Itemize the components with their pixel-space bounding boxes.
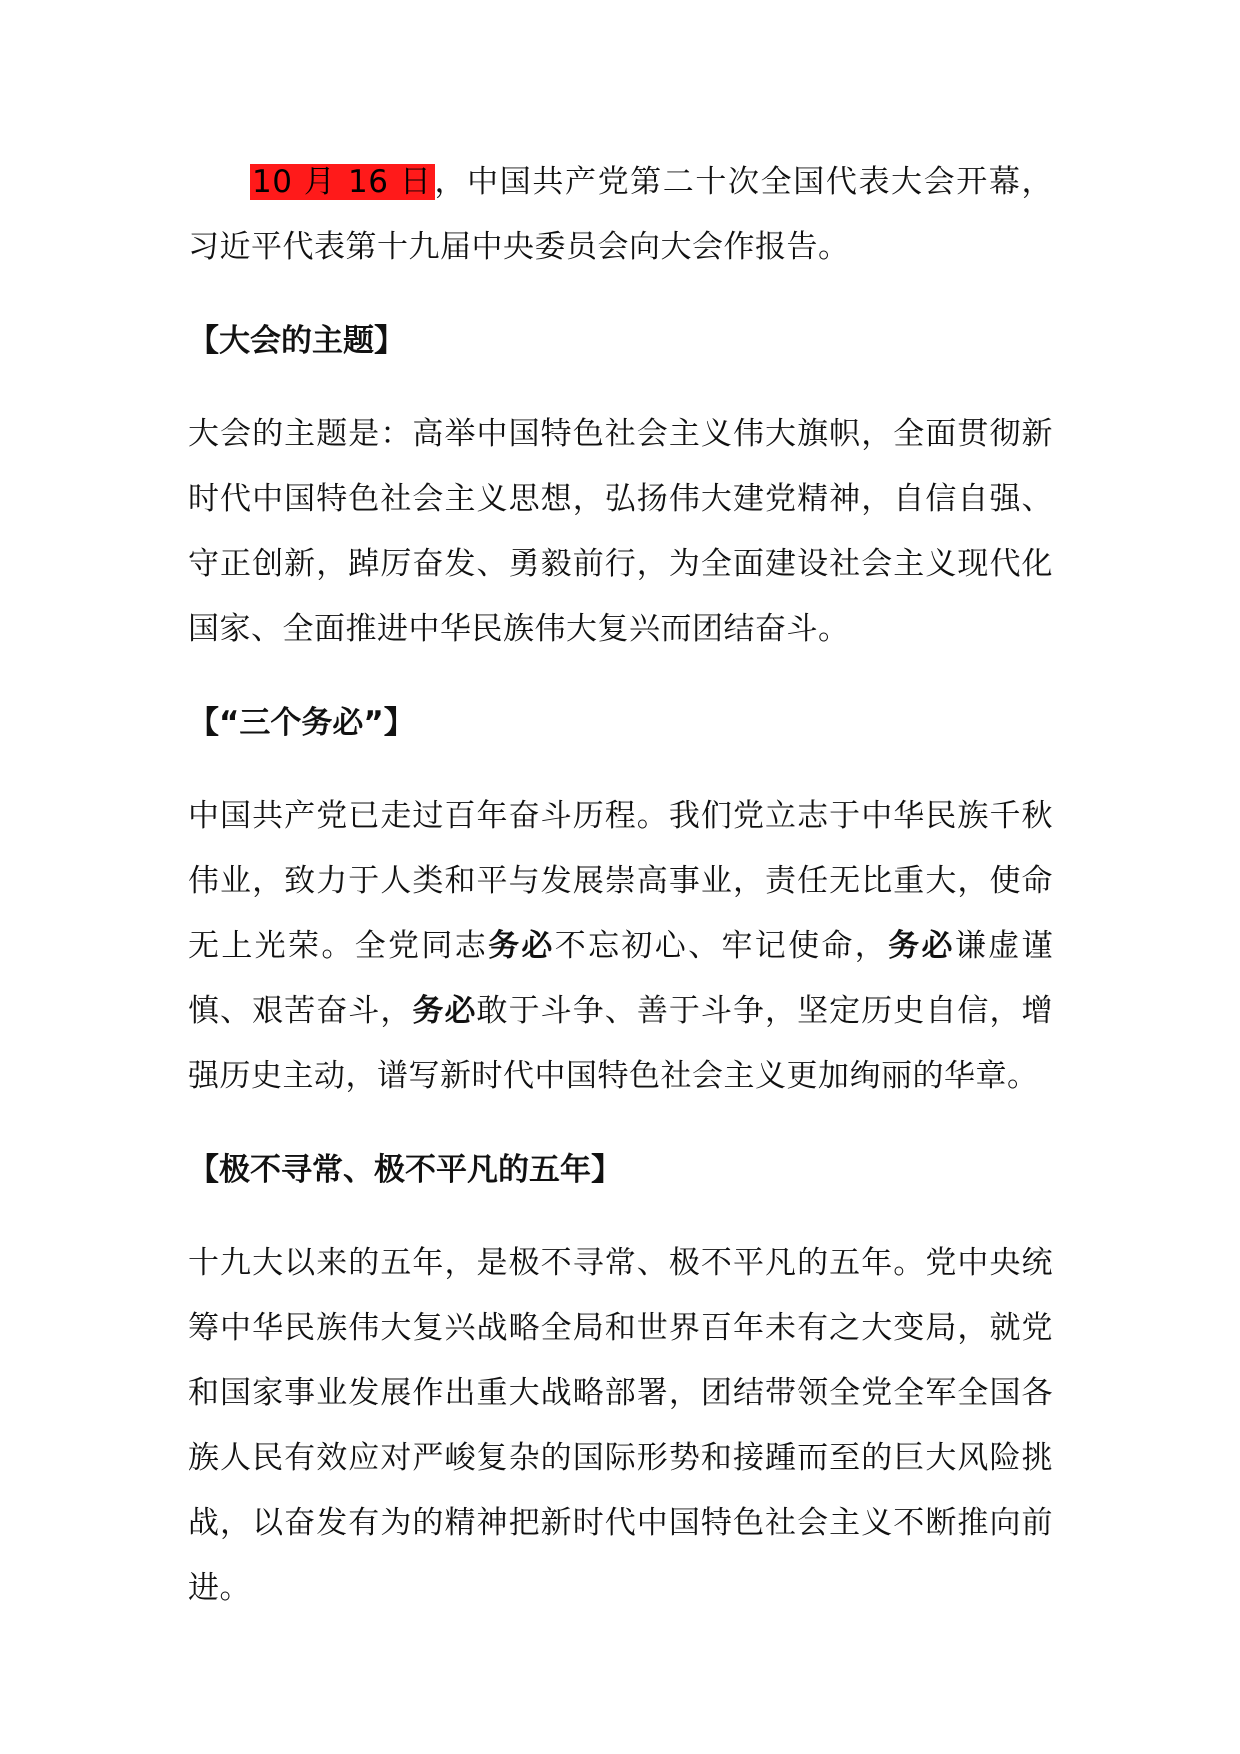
intro-paragraph bbox=[188, 150, 1053, 280]
date-highlight: 10 月 16 日 bbox=[252, 164, 433, 200]
must-emphasis-3: 务必 bbox=[412, 993, 477, 1029]
document-page bbox=[188, 150, 1053, 1621]
must-emphasis-2: 务必 bbox=[888, 928, 955, 964]
three-musts-text-4: 敢于斗争、善于斗争，坚定历史自信，增强历史主动，谱写新时代中国特色社会主义更加绚丽的华章。 bbox=[188, 993, 1054, 1094]
intro-text: ，中国共产党第二十次全国代表大会开幕，习近平代表第十九届中央委员会向大会作报告。 bbox=[188, 164, 1053, 265]
section-heading-five-years: 【极不寻常、极不平凡的五年】 bbox=[188, 1152, 622, 1188]
three-musts-text-1: 中国共产党已走过百年奋斗历程。我们党立志于中华民族千秋伟业，致力于人类和平与发展崇高事业，责任无比重大，使命无上光荣。全党同志 bbox=[188, 798, 1053, 964]
must-emphasis-1: 务必 bbox=[488, 928, 555, 964]
section-heading-theme: 【大会的主题】 bbox=[188, 323, 405, 359]
three-musts-text-3: 谦虚谨慎、艰苦奋斗， bbox=[188, 928, 1054, 1029]
section-body-five-years: 十九大以来的五年，是极不寻常、极不平凡的五年。党中央统筹中华民族伟大复兴战略全局和世界百年未有之大变局，就党和国家事业发展作出重大战略部署，团结带领全党全军全国各族人民有效应对严峻复杂的国际形势和接踵而至的巨大风险挑战，以奋发有为的精神把新时代中国特色社会主义不断推向前进。 bbox=[188, 1245, 1053, 1606]
section-heading-three-musts: 【“三个务必”】 bbox=[188, 705, 415, 741]
section-body-theme: 大会的主题是：高举中国特色社会主义伟大旗帜，全面贯彻新时代中国特色社会主义思想，弘扬伟大建党精神，自信自强、守正创新，踔厉奋发、勇毅前行，为全面建设社会主义现代化国家、全面推进中华民族伟大复兴而团结奋斗。 bbox=[188, 416, 1053, 647]
three-musts-text-2: 不忘初心、牢记使命， bbox=[554, 928, 889, 964]
section-body-three-musts bbox=[188, 784, 1053, 1109]
